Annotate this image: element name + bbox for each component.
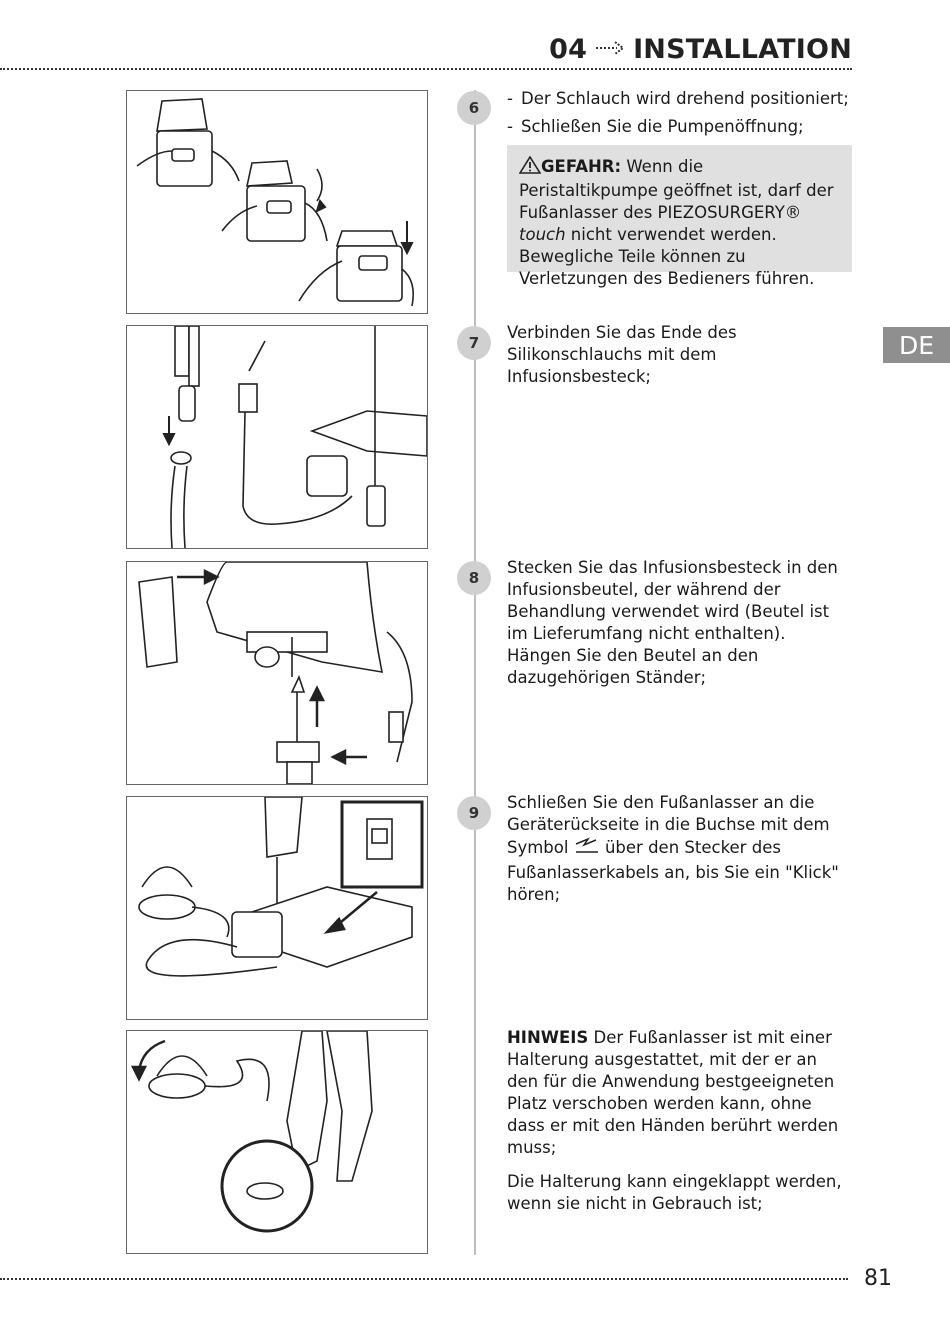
step-number-badge: 9 [457, 796, 491, 830]
step-8-text: Stecken Sie das Infusionsbesteck in den Infusionsbeutel, der während der Behandlung verwendet wird (Beutel ist im Lieferumfang nicht enthalten). Hängen Sie den Beutel an den dazugehörigen Ständer; [507, 558, 838, 687]
footswitch-symbol-icon [574, 836, 600, 862]
bullet-text: Schließen Sie die Pumpenöffnung; [521, 117, 804, 136]
danger-warning-box [507, 145, 852, 288]
warning-label: GEFAHR: [541, 157, 622, 176]
footer-divider [0, 1278, 848, 1280]
note-block [507, 1027, 852, 1215]
figure-footswitch-stand [126, 1030, 428, 1254]
step-number-badge: 8 [457, 561, 491, 595]
step-9-instructions [507, 792, 852, 906]
dotted-arrow-icon [595, 34, 625, 65]
figure-footswitch-connection [126, 796, 428, 1020]
figure-connect-tubing [126, 325, 428, 549]
warning-body-end: nicht verwendet werden. Bewegliche Teile können zu Verletzungen des Bedieners führen. [519, 225, 815, 288]
note-label: HINWEIS [507, 1028, 589, 1047]
page-number: 81 [864, 1266, 892, 1291]
section-title: INSTALLATION [633, 34, 852, 65]
language-tab: DE [883, 327, 950, 363]
note-paragraph-2: Die Halterung kann eingeklappt werden, wenn sie nicht in Gebrauch ist; [507, 1172, 842, 1213]
warning-text [519, 156, 844, 290]
figure-pump-positioning [126, 90, 428, 314]
warning-triangle-icon [519, 156, 541, 180]
step-timeline [474, 90, 476, 1255]
bullet-item: - Der Schlauch wird drehend positioniert; [507, 89, 849, 108]
warning-italic: touch [519, 225, 566, 244]
section-header [549, 34, 852, 65]
bullet-text: Der Schlauch wird drehend positioniert; [521, 89, 849, 108]
note-paragraph [507, 1027, 852, 1159]
step-6-instructions [507, 88, 852, 138]
warning-body: Wenn die Peristaltikpumpe geöffnet ist, darf der Fußanlasser des PIEZOSURGERY® [519, 157, 834, 222]
section-number: 04 [549, 34, 588, 65]
step-9-text-end: über den Stecker des Fußanlasserkabels an, bis Sie ein "Klick" hören; [507, 838, 839, 904]
step-9-text-start: Schließen Sie den Fußanlasser an die Geräterückseite in die Buchse mit dem Symbol [507, 793, 830, 857]
figure-infusion-bag [126, 561, 428, 785]
step-7-text: Verbinden Sie das Ende des Silikonschlauchs mit dem Infusionsbesteck; [507, 323, 737, 386]
bullet-item: - Schließen Sie die Pumpenöffnung; [507, 117, 804, 136]
header-divider [0, 68, 852, 70]
note-text: Der Fußanlasser ist mit einer Halterung ausgestattet, mit der er an den für die Anwendung bestgeeigneten Platz verschoben werden kann, ohne dass er mit den Händen berührt werden muss; [507, 1028, 839, 1157]
step-number-badge: 6 [457, 91, 491, 125]
step-number-badge: 7 [457, 326, 491, 360]
